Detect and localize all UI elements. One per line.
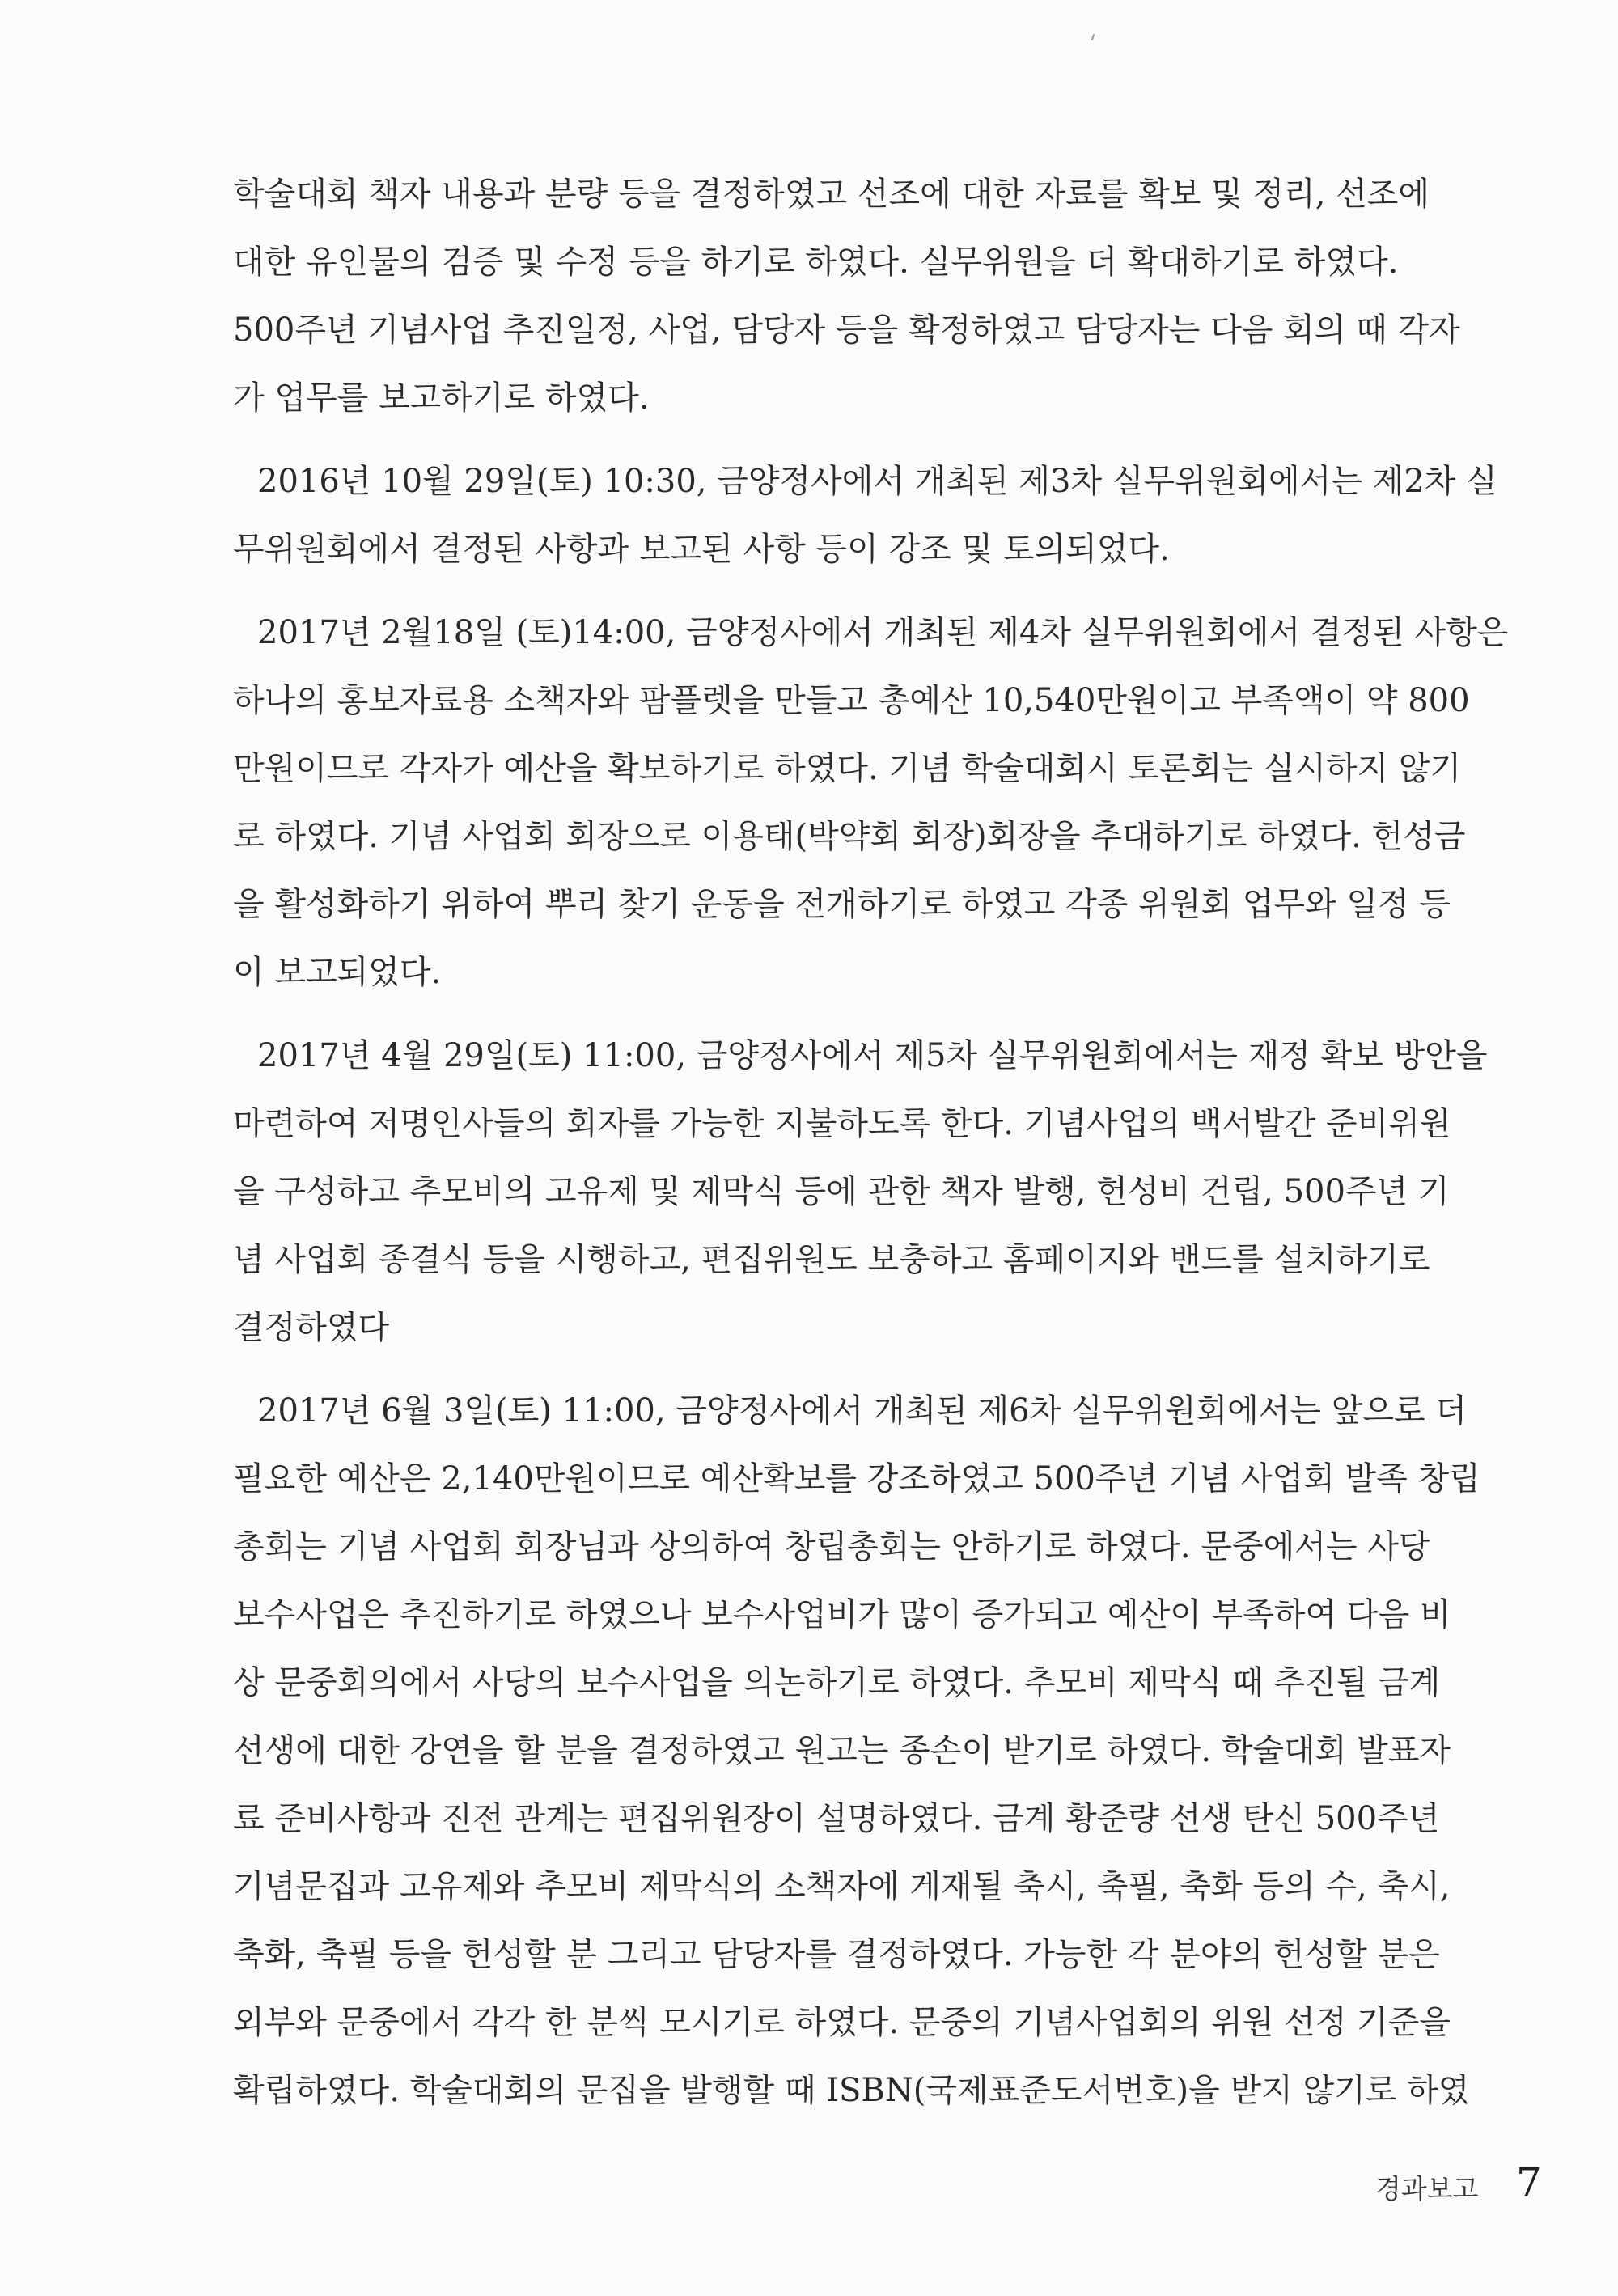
- body-text: [233, 160, 1537, 2124]
- text-line: 가 업무를 보고하기로 하였다.: [233, 379, 650, 417]
- text-line: 결정하였다: [233, 1309, 390, 1346]
- paragraph: [233, 447, 1537, 583]
- text-line: 선생에 대한 강연을 할 분을 결정하였고 원고는 종손이 받기로 하였다. 학술대회 발표자: [233, 1732, 1451, 1769]
- text-line: 만원이므로 각자가 예산을 확보하기로 하였다. 기념 학술대회시 토론회는 실시하지 않기: [233, 750, 1462, 787]
- text-line: 념 사업회 종결식 등을 시행하고, 편집위원도 보충하고 홈페이지와 밴드를 설치하기로: [233, 1241, 1430, 1278]
- paragraph: [233, 160, 1537, 432]
- page-number: 7: [1516, 2159, 1542, 2206]
- text-line: 이 보고되었다.: [233, 954, 442, 991]
- text-line: 확립하였다. 학술대회의 문집을 발행할 때 ISBN(국제표준도서번호)을 받지 않기로 하였: [233, 2072, 1470, 2109]
- text-line: 500주년 기념사업 추진일정, 사업, 담당자 등을 확정하였고 담당자는 다음 회의 때 각자: [233, 311, 1460, 349]
- paragraph: [233, 599, 1537, 1006]
- text-line: 무위원회에서 결정된 사항과 보고된 사항 등이 강조 및 토의되었다.: [233, 531, 1170, 568]
- text-line: 마련하여 저명인사들의 회자를 가능한 지불하도록 한다. 기념사업의 백서발간 준비위원: [233, 1105, 1451, 1142]
- text-line: 하나의 홍보자료용 소책자와 팜플렛을 만들고 총예산 10,540만원이고 부족액이 약 800: [233, 682, 1470, 719]
- text-line: 상 문중회의에서 사당의 보수사업을 의논하기로 하였다. 추모비 제막식 때 추진될 금계: [233, 1664, 1441, 1701]
- text-line: 2017년 6월 3일(토) 11:00, 금양정사에서 개최된 제6차 실무위원회에서는 앞으로 더: [257, 1392, 1468, 1430]
- paragraph: [233, 1022, 1537, 1362]
- text-line: 보수사업은 추진하기로 하였으나 보수사업비가 많이 증가되고 예산이 부족하여 다음 비: [233, 1596, 1451, 1633]
- text-line: 을 활성화하기 위하여 뿌리 찾기 운동을 전개하기로 하였고 각종 위원회 업무와 일정 등: [233, 886, 1451, 923]
- text-line: 2017년 2월18일 (토)14:00, 금양정사에서 개최된 제4차 실무위원회에서 결정된 사항은: [257, 614, 1509, 651]
- paragraph: [233, 1377, 1537, 2124]
- text-line: 학술대회 책자 내용과 분량 등을 결정하였고 선조에 대한 자료를 확보 및 정리, 선조에: [233, 176, 1430, 213]
- text-line: 축화, 축필 등을 헌성할 분 그리고 담당자를 결정하였다. 가능한 각 분야의 헌성할 분은: [233, 1936, 1440, 1973]
- text-line: 외부와 문중에서 각각 한 분씩 모시기로 하였다. 문중의 기념사업회의 위원 선정 기준을: [233, 2004, 1451, 2041]
- text-line: 로 하였다. 기념 사업회 회장으로 이용태(박약회 회장)회장을 추대하기로 하였다. 헌성금: [233, 818, 1466, 855]
- text-line: 총회는 기념 사업회 회장님과 상의하여 창립총회는 안하기로 하였다. 문중에서는 사당: [233, 1528, 1430, 1565]
- section-title: 경과보고: [1375, 2173, 1479, 2205]
- text-line: 기념문집과 고유제와 추모비 제막식의 소책자에 게재될 축시, 축필, 축화 등의 수, 축시,: [233, 1868, 1451, 1905]
- text-line: 2017년 4월 29일(토) 11:00, 금양정사에서 제5차 실무위원회에서는 재정 확보 방안을: [257, 1037, 1488, 1074]
- text-line: 2016년 10월 29일(토) 10:30, 금양정사에서 개최된 제3차 실무위원회에서는 제2차 실: [257, 463, 1497, 500]
- text-line: 료 준비사항과 진전 관계는 편집위원장이 설명하였다. 금계 황준량 선생 탄신 500주년: [233, 1800, 1440, 1837]
- text-line: 대한 유인물의 검증 및 수정 등을 하기로 하였다. 실무위원을 더 확대하기로 하였다.: [233, 244, 1399, 281]
- text-line: 필요한 예산은 2,140만원이므로 예산확보를 강조하였고 500주년 기념 사업회 발족 창립: [233, 1460, 1480, 1497]
- page-footer: [1375, 2158, 1618, 2215]
- scan-speck: [1091, 34, 1095, 40]
- text-line: 을 구성하고 추모비의 고유제 및 제막식 등에 관한 책자 발행, 헌성비 건립, 500주년 기: [233, 1173, 1450, 1210]
